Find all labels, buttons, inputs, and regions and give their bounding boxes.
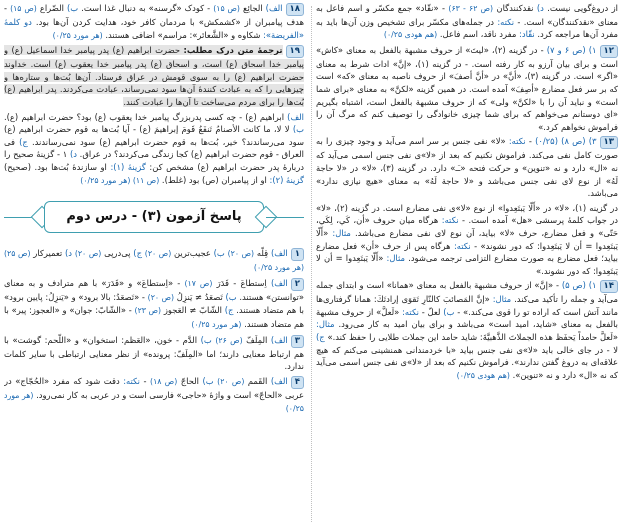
answer-text: ۳) (ص ۸) (۰/۲۵) - نکته: «لا» نفی جنس بر سر اسم می‌آید و وجود چیزی را به صورت کامل نفی می‌کند. فراموش نکنیم که بعد از «لا»ی نفی جنس اسمی می‌آید که نه «ال» دارد و نه «تنوین» و حرکت فتحه «ـَـ» دارد. در گزینه (۳)، «لا» در «لا حاجة لَهُ» از نوع لای نفی جنس می‌باشد و «لا حاجة لَهُ» به معنای «هیچ نیازی ندارد» می‌باشد. [316,136,618,199]
right-paragraph [316,279,618,382]
banner-title: پاسخ آزمون (۳) - درس دوم [44,201,264,233]
right-paragraph [316,202,618,278]
left-bottom-paragraph [4,247,304,275]
right-paragraph [316,44,618,134]
answer-text: ترجمهٔ متن درک مطلب: حضرت ابراهیم (ع) پدر پیامبر خدا اسماعیل (ع) و پیامبر خدا اسحاق (ع) است، و اسحاق (ع) پدر پیامبر خدا یعقوب (ع) است. خداوند حضرت ابراهیم (ع) را به سوی قومش در عراق فرستاد. آن‌ها بُت‌ها و ستاره‌ها و چیزهایی را که به عبادت کنندهٔ آن‌ها سود نمی‌رساند، عبادت می‌کردند. پدر ابراهیم (ع) بُت‌ها را برای مردم می‌ساخت تا آن‌ها را عبادت کنند. [4,45,304,107]
question-number-badge: ۴ [291,376,304,389]
answer-text: الف) ابراهیم (ع) - چه کسی پدربزرگ پیامبر خدا یعقوب (ع) بود؟ حضرت ابراهیم (ع). ب) لا لا، ما کانت الأصنامُ تَنفَعُ قَومَ إبراهیمَ (ع) - آیا بُت‌ها به قوم حضرت ابراهیم (ع) سود می‌رساندند؟ خیر، بُت‌ها به قوم حضرت ابراهیم (ع) سود نمی‌رساندند. ج) فی العراق - قوم حضرت ابراهیم (ع) کجا زندگی می‌کردند؟ در عراق. د) ۱ - گزینهٔ صحیح را دربارهٔ پدر حضرت ابراهیم (ع) مشخص کن: گزینهٔ (۱): او سازندهٔ بُت‌ها بود. (صحیح) گزینهٔ (۲): او از پیامبران (ص) بود (غلط). (ص ۱۱) (هر مورد ۰/۲۵) [4,111,304,185]
question-number-badge: ۱۴ [600,280,619,293]
left-bottom-paragraph [4,277,304,332]
left-bottom-paragraph [4,375,304,416]
left-top-paragraph [4,2,304,42]
question-number-badge: ۱۳ [600,136,618,149]
left-column [4,2,304,526]
answer-text: الف) اِستطاعَ - قَدَرَ (ص ۱۷) - «اِستطاعَ» و «قَدَرَ» با هم مترادف و به معنای «توانستن» هستند. ب) تَصعَدُ ≠ یَنزِلُ (ص ۲۰) - «تَصعَدُ: بالا برود» و «یَنزِلُ: پایین برود» با هم متضاد هستند. ج) الشّابّ ≠ العَجوز (ص ۲۳) - «الشّابّ: جوان» و «العجوز: پیر» با هم متضاد هستند. (هر مورد ۰/۲۵) [4,277,304,329]
answer-text: از دروغ‌گویی نیست. ‌‌د) نقدکنندگان (ص ۶۲ - ۶۳) - «نقّاد» جمع مکسّر و اسم فاعل به معنای «نقدکنندگان» است. - نکته: در جمله‌های مکسّر برای تشخیص وزن آن‌ها باید به مفرد آن‌ها مراجعه کرد. نقّاد: مفرد ناقد، اسم فاعل. (هم هودی ۰/۲۵) [316,3,618,40]
answer-text: الف) القَمم (ص ۲۰) ب) الحاجّ (ص ۱۸) - نکته: دقت شود که مفرد «الحُجّاج» در عربی «الحاجّ» است و واژهٔ «حاجی» فارسی است و در عربی به کار نمی‌رود. (هر مورد ۰/۲۵) [4,375,304,414]
banner-line-right [266,217,304,218]
left-top-paragraph [4,111,304,188]
answer-text: ۱) (ص ۶ و ۷) - در گزینه (۲)، «لیتَ» از حروف مشبهة بالفعل به معنای «کاش» است و برای بیان آرزو به کار رفته است. - در گزینه (۱)، «إنَّ» ادات شرط به معنای «اگر» است. در گزینه (۳)، «أنَّ» در «أنَّ أصفَ» از حروف ناصبه به معنای «که» است که بر سر فعل مضارع «أصِفَ» آمده است. در همین گزینه «لکنَّ» به معنای «برای شما است» و نباید آن را با «لکنَّ» ولی» که از حروف مشبهة بالفعل است، اشتباه بگیریم «ای دوستانم می‌خواهم که برای شما چیزی خانوادگی را توصیف کنم که مرگ آن را فراموش نخواهم کرد.» [316,44,618,132]
question-number-badge: ۲ [291,278,304,291]
question-number-badge: ۱۲ [600,45,618,58]
right-paragraph [316,2,618,42]
question-number-badge: ۱ [291,248,304,261]
answer-text: الف) قِلّه (ص ۲۰) ب) عجیب‌ترین (ص ۲۰) ج) پی‌درپی (ص ۲۰) د) تعمیرکار (ص ۲۵) (هر مورد ۰/۲۵) [4,248,304,273]
left-top-paragraph [4,44,304,108]
answer-text: ۱) (ص ۵) - «إنَّ» از حروف مشبهة بالفعل به معنای «همانا» است و ابتدای جمله می‌آید و جمله را تأکید می‌کند. مثال: «إنَّ المَصائبَ کالنّارِ تَقوَی إرادتَكَ: همانا گرفتاری‌ها مانند آتش است که اراده تو را قوی می‌کند.» - ب) لعلّ - نکته: «لَعلَّ» از حروف مشبهة بالفعل به معنای «شاید، امید است» می‌باشد و برای بیان امید به کار می‌رود. مثال: «لَعلَّ حامداً یَحفَظ هذه الجملاتَ الذَّهبیَّةَ: شاید حامد این جملات طلایی را حفظ کند.» ج) لا - در جای خالی باید «لا»ی نفی جنس بیاید «با خردمندانی همنشینی می‌کنم که هیچ علاقه‌ای به دروغ گفتن ندارند». فراموش نکنیم که بعد از «لا»ی نفی جنس اسمی می‌آید که نه «ال» دارد و نه «تنوین». (هم هودی ۰/۲۵) [316,280,618,380]
question-number-badge: ۳ [291,335,304,348]
answer-text: الف) الجائِع (ص ۱۵) - کودک «گرسنه» به دنبال غذا است. ب) الضّراع (ص ۱۵) - هدف پیامبران از «کشمکش» با مردمان کافر خود، هدایت کردن آن‌ها بود. دو کلمهٔ «الفریضة»: شکاوه و «الشَّعائر»: مراسم» اضافی هستند. (هر مورد ۰/۲۵) [4,3,304,40]
answer-text: الف) المِلَفّ (ص ۲۶) ب) الدَّم - خون، «العَظم: استخوان» و «اللّحم: گوشت» با هم ارتباط معنایی دارند؛ اما «المِلَفّ: پرونده» از نظر معنایی ارتباطی با سایر کلمات ندارد. [4,334,304,372]
section-banner [4,193,304,243]
left-bottom-paragraph [4,334,304,373]
column-divider [311,6,312,522]
left-column-bottom [4,247,304,416]
answer-text: در گزینه (۱)، «لا» در «أَلّا یَبتَعِدوا» از نوع «لا»ی نفی مضارع است. در گزینه (۲)، «لا» در جواب کلمهٔ پرسشی «هل» آمده است. - نکته: هرگاه میان حروف «أن، کَي، لِکَي، حَتّی» و فعل مضارع، حرف «لا» بیاید، آن نوع لای نفی مضارع می‌باشد. مثال: «أَلّا یَبتَعِدوا = أن لا یَبتَعِدوا: که دور نشوند» - نکته: هرگاه پس از حرف «أن» فعل مضارع بیاید؛ فعل مضارع به صورت مضارع التزامی ترجمه می‌شود. مثال: «أَلّا یَبتَعِدوا = أن لا یَبتَعِدوا: که دور نشوند.» [316,202,618,276]
question-number-badge: ۱۸ [286,3,305,16]
right-column [316,2,618,526]
right-paragraph [316,135,618,199]
left-column-top [4,2,304,187]
question-number-badge: ۱۹ [286,45,305,58]
